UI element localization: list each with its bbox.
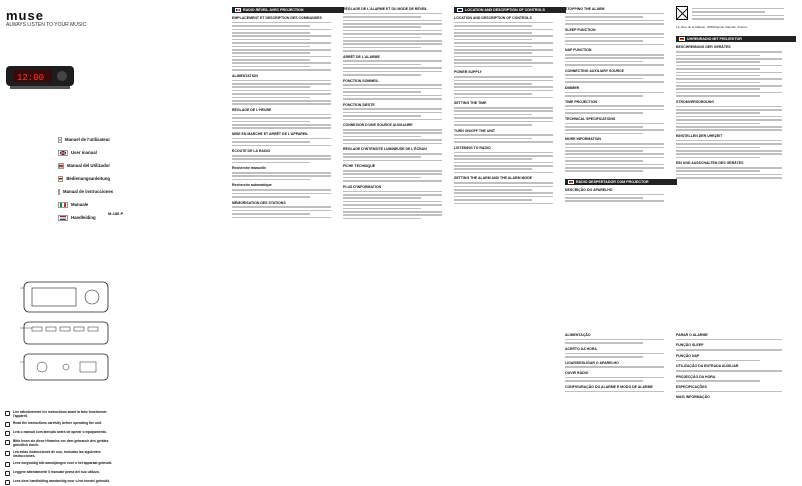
company-address: 14, Rue de la Maison, 20000 Ecole Valentin, France (676, 25, 748, 30)
book-icon (5, 451, 10, 456)
section-title: NAP FUNCTION (565, 48, 592, 53)
language-item (58, 200, 110, 209)
notice-item: Leggere attentamente il manuale prima del suo utilizzo. (5, 470, 115, 476)
book-icon (5, 422, 10, 427)
book-icon (5, 440, 10, 445)
section-title: POWER SUPPLY (454, 70, 482, 75)
section-title: STROMVERSORGUNG (676, 99, 714, 104)
notice-item: Lees zorgvuldig alle aanwijzingen voor u het apparaat gebruikt. (5, 461, 115, 467)
section-title: ALIMENTAÇÃO (565, 333, 591, 337)
flag-icon (457, 8, 463, 12)
language-item (58, 135, 110, 144)
language-item (58, 174, 110, 183)
flag-icon (568, 180, 574, 184)
section-title: DESCRIÇÃO DO APARELHO (565, 187, 613, 192)
language-label: Manuale (71, 202, 89, 207)
flag-icon (58, 163, 64, 169)
clock-radio-image (4, 40, 76, 110)
section-heading: LOCATION AND DESCRIPTION OF CONTROLS (454, 7, 566, 13)
book-icon (5, 411, 10, 416)
notice-item: Bitte lesen sie diese Hinweise vor dem gebrauch des gerätes gründlich durch. (5, 439, 115, 447)
model-code: M-186 P (108, 211, 124, 216)
section-title: OUVIR RÁDIO (565, 370, 589, 375)
flag-icon (235, 8, 241, 12)
section-title: CONNECTING AUXILIARY SOURCE (565, 68, 624, 73)
language-label: Manual del Utilizador (67, 163, 110, 168)
section-title: TECHNICAL SPECIFICATIONS (565, 116, 616, 121)
section-title: Recherche manuelle (232, 166, 267, 171)
svg-text:12:00: 12:00 (17, 73, 45, 83)
section-title: MAIS INFORMAÇÃO (676, 395, 710, 400)
book-icon (5, 431, 10, 436)
section-title: LIGAR/DESLIGAR O APARELHO (565, 360, 619, 365)
language-label: Handleiding (71, 215, 96, 220)
column-fr (232, 0, 344, 486)
section-title: PLUS D'INFORMATION (343, 184, 382, 189)
safety-notices (5, 410, 115, 486)
section-title: LOCATION AND DESCRIPTION OF CONTROLS (454, 16, 532, 20)
section-heading: UHRENRADIO MIT PROJEKTOR (676, 36, 796, 42)
section-title: SETTING THE TIME (454, 101, 487, 106)
section-title: BESCHREIBUNG DER GERÄTES (676, 45, 731, 50)
notice-item: Leia o manual com atenção antes de operar o equipamento. (5, 430, 115, 436)
section-title: STOPPING THE ALARM (565, 7, 605, 11)
section-title: FUNÇÃO SLEEP (676, 343, 704, 348)
section-title: ALIMENTATION (232, 73, 258, 78)
section-title: DIMMER (565, 85, 580, 90)
book-icon (5, 480, 10, 485)
section-title: UTILIZAÇÃO DA ENTRADA AUXILIAR (676, 364, 739, 369)
language-item (58, 148, 110, 157)
book-icon (5, 462, 10, 467)
crossed-bin-icon (676, 6, 688, 20)
section-title: Recherche automatique (232, 183, 272, 188)
book-icon (5, 471, 10, 476)
language-list (58, 135, 114, 226)
section-title: EMPLACEMENT ET DESCRIPTION DES COMMANDES (232, 16, 322, 20)
brand-logo: muse (6, 8, 44, 23)
notice-item: Lire attentivement les instructions avant la faire fonctionner l'appareil. (5, 410, 115, 418)
section-heading: RÁDIO DESPERTADOR COM PROJECTOR (565, 179, 677, 185)
language-label: Bedienungsanleitung (66, 176, 110, 181)
section-title: RÉGLAGE DE L'HEURE (232, 107, 272, 112)
section-title: FICHE TECHNIQUE (343, 164, 376, 169)
flag-icon (58, 150, 68, 156)
recycle-notice (676, 6, 796, 21)
section-title: ACERTO DA HORA (565, 346, 597, 351)
section-title: FONCTION SOMMEIL (343, 78, 379, 83)
section-title: CONFIGURAÇÃO DO ALARME E MODO DE ALARME (565, 384, 653, 389)
flag-icon (58, 176, 63, 182)
language-label: Manual de instrucciones (63, 189, 114, 194)
section-title: ÉCOUTE DE LA RADIO (232, 149, 271, 154)
language-item (58, 161, 110, 170)
notice-item: Lees deze handleiding aandachtig voor u het toestel gebruikt. (5, 479, 115, 485)
column-en (454, 0, 566, 486)
section-title: EIN UND AUSSCHALTEN DES GERÄTES (676, 161, 744, 166)
column-fr-continued (343, 0, 455, 486)
section-title: FONCTION SIESTE (343, 102, 375, 107)
section-title: EINSTELLEN DER UHRZEIT (676, 133, 723, 138)
section-title: PROJECÇÃO DA HORA (676, 374, 716, 379)
section-title: FUNÇÃO NAP (676, 353, 700, 358)
language-item (58, 213, 110, 222)
notice-item: Lea estas instrucciones de uso, incluidas las siguientes instrucciones. (5, 450, 115, 458)
section-heading: RADIO RÉVEIL AVEC PROJECTION (232, 7, 344, 13)
notice-item: Read the instructions carefully before operating the unit. (5, 421, 115, 427)
cover-panel (0, 0, 230, 486)
section-title: RÉGLAGE D'INTENSITÉ LUMINEUSE DE L'ÉCRAN (343, 147, 427, 152)
flag-icon (58, 189, 60, 195)
flag-icon (58, 215, 68, 221)
flag-icon (58, 137, 62, 143)
section-title: ARRÊT DE L'ALARME (343, 54, 380, 59)
flag-icon (58, 202, 68, 208)
section-title: PARAR O ALARME (676, 333, 708, 337)
section-title: CONNEXION D'UNE SOURCE AUXILIAIRE (343, 123, 413, 128)
section-title: SETTING THE ALARM AND THE ALARM MODE (454, 176, 532, 181)
language-label: Manuel de l'utilisateur (65, 137, 110, 142)
section-title: SLEEP FUNCTION (565, 27, 596, 32)
section-title: MORE INFORMATION (565, 137, 601, 142)
language-item (58, 187, 114, 196)
column-pt-continued (676, 330, 796, 480)
language-label: User manual (71, 150, 97, 155)
section-title: ESPECIFICAÇÕES (676, 384, 707, 389)
section-title: RÉGLAGE DE L'ALARME ET DU MODE DE RÉVEIL (343, 7, 428, 11)
section-title: TIME PROJECTION (565, 99, 598, 104)
section-title: TURN ON/OFF THE UNIT (454, 128, 496, 133)
brand-subtitle: ALWAYS LISTEN TO YOUR MUSIC (6, 22, 87, 28)
section-title: MISE EN MARCHE ET ARRÊT DE L'APPAREIL (232, 131, 309, 136)
column-pt (565, 330, 677, 480)
section-title: LISTENING TO RADIO (454, 145, 491, 150)
flag-icon (679, 37, 685, 41)
section-title: MÉMORISATION DES STATIONS (232, 200, 286, 205)
